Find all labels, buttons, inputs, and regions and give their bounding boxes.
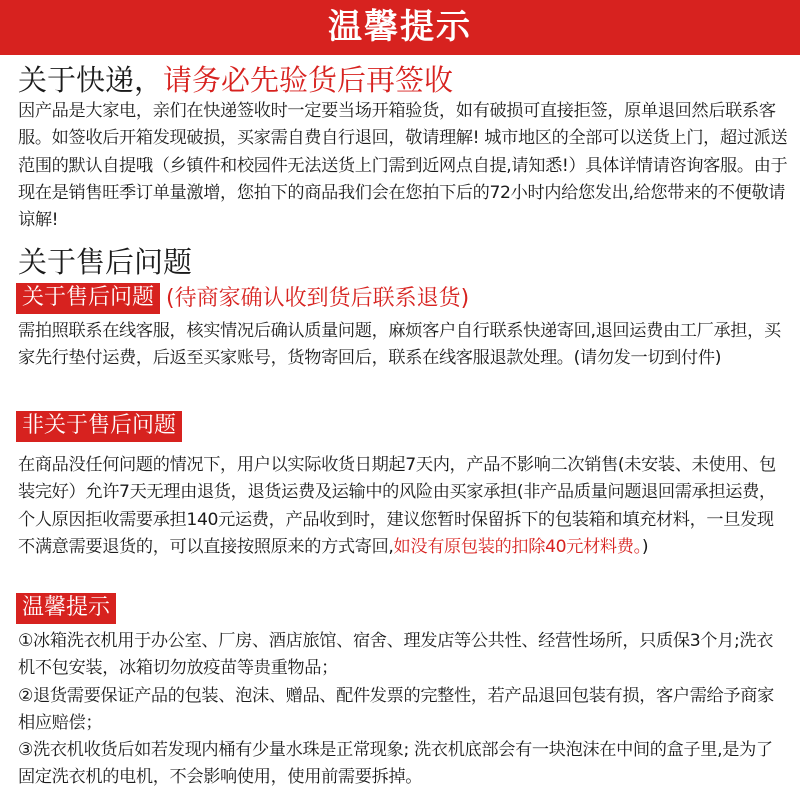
non-after-sales-tag: 非关于售后问题 (16, 411, 182, 442)
delivery-heading-red: 请务必先验货后再签收 (163, 63, 454, 97)
tips-list (18, 628, 788, 792)
after-sales-heading: 关于售后问题 (18, 245, 193, 279)
non-after-sales-red-text: 如没有原包装的扣除40元材料费。 (393, 536, 642, 557)
tips-tag-row (16, 593, 116, 624)
non-after-sales-text: 在商品没任何问题的情况下，用户以实际收货日期起7天内，产品不影响二次销售(未安装、未使用、包装完好）允许7天无理由退货，退货运费及运输中的风险由买家承担(非产品质量问题退回需承担运费，个人原因拒收需要承担140元运费，产品收到时，建议您暂时保留拆下的包装箱和填充材料，一旦发现不满意需要退货的，可以直接按照原来的方式寄回, (18, 455, 776, 557)
tips-item: ①冰箱洗衣机用于办公室、厂房、酒店旅馆、宿舍、理发店等公共性、经营性场所，只质保3个月;洗衣机不包安装，冰箱切勿放疫苗等贵重物品； (18, 631, 774, 679)
non-after-sales-end: ) (641, 536, 649, 557)
tips-tag: 温馨提示 (16, 593, 116, 624)
non-after-sales-tag-row (16, 411, 182, 442)
after-sales-tag: 关于售后问题 (16, 283, 160, 314)
delivery-heading-black: 关于快递， (18, 63, 164, 97)
tips-item: ③洗衣机收货后如若发现内桶有少量水珠是正常现象; 洗衣机底部会有一块泡沫在中间的盒子里,是为了固定洗衣机的电机，不会影响使用，使用前需要拆掉。 (18, 740, 773, 788)
banner-title: 温馨提示 (0, 0, 800, 55)
tips-item: ②退货需要保证产品的包装、泡沫、赠品、配件发票的完整性，若产品退回包装有损，客户需给予商家相应赔偿； (18, 685, 774, 733)
non-after-sales-body (18, 452, 788, 561)
after-sales-tag-row (16, 283, 469, 314)
after-sales-body: 需拍照联系在线客服，核实情况后确认质量问题，麻烦客户自行联系快递寄回,退回运费由工厂承担，买家先行垫付运费，后返至买家账号，货物寄回后，联系在线客服退款处理。(请勿发一切到付件) (18, 321, 781, 369)
delivery-heading (18, 60, 453, 100)
after-sales-tag-note: (待商家确认收到货后联系退货) (166, 285, 470, 311)
delivery-body: 因产品是大家电，亲们在快递签收时一定要当场开箱验货，如有破损可直接拒签，原单退回然后联系客服。如签收后开箱发现破损，买家需自费自行退回，敬请理解! 城市地区的全部可以送货上门，超过派送范围的默认自提哦（乡镇件和校园件无法送货上门需到近网点自提,请知悉!）具体详情请咨询客服。由于现在是销售旺季订单量激增，您拍下的商品我们会在您拍下后的72小时内给您发出,给您带来的不便敬请谅解! (18, 101, 788, 231)
